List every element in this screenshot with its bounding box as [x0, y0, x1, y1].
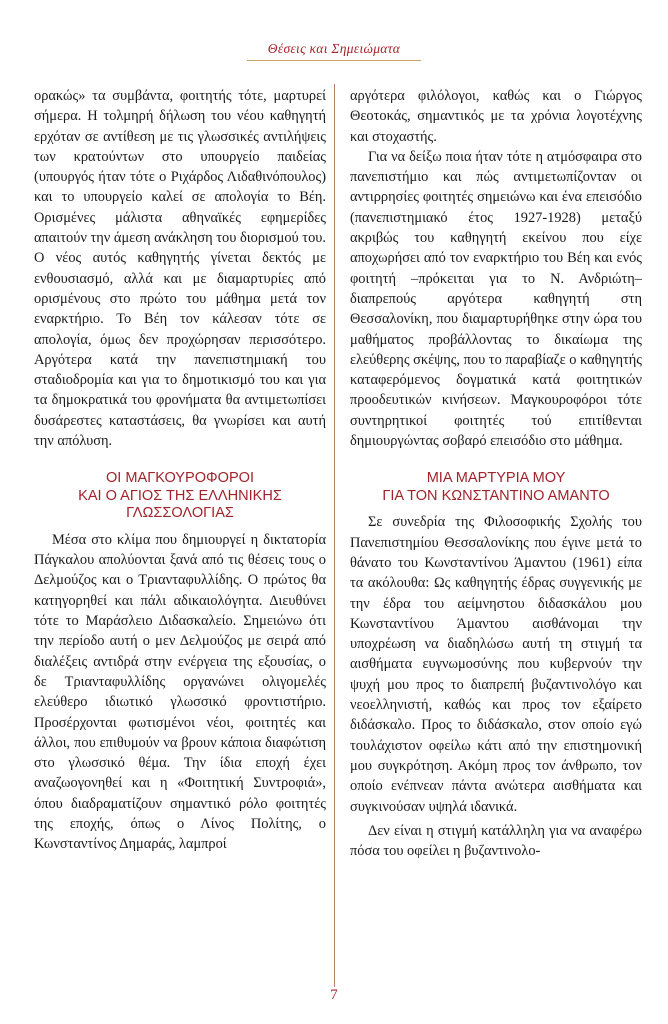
right-heading-line-1: ΜΙΑ ΜΑΡΤΥΡΙΑ ΜΟΥ	[426, 469, 566, 487]
left-section-heading	[38, 469, 321, 522]
left-heading-line-1: ΟΙ ΜΑΓΚΟΥΡΟΦΟΡΟΙ	[105, 469, 255, 487]
right-section-heading	[354, 469, 637, 504]
right-heading-line-2: ΓΙΑ ΤΟΝ ΚΩΝΣΤΑΝΤΙΝΟ ΑΜΑΝΤΟ	[382, 486, 610, 504]
column-divider	[334, 84, 335, 987]
right-paragraph-4: Δεν είναι η στιγμή κατάλληλη για να αναφέρω πόσα του οφείλει η βυζαντινολο-	[350, 822, 642, 860]
left-paragraph-2: Μέσα στο κλίμα που δημιουργεί η δικτατορία Πάγκαλου απολύονται ξανά από τις θέσεις τους ο Δελμούζος και ο Τριανταφυλλίδης. Ο πρώτος θα κατηγορηθεί και πάλι αδικαιολόγητα. Διευθύνει τότε το Μαράσλειο Διδασκαλείο. Σημειώνω ότι την περίοδο αυτή ο μεν Δελμούζος με σειρά από διαλέξεις αντιδρά στην ενέργεια της εξουσίας, ο δε Τριανταφυλλίδης οργανώνει ολιγομελές ελεύθερο ιδιωτικό γλωσσικό φροντιστήριο. Προσέρχονται φωτισμένοι νέοι, φοιτητές και άλλοι, που επιθυμούν να βρουν κάποια διαφώτιση στο γλωσσικό θέμα. Την ίδια εποχή έχει αναζωογονηθεί και η «Φοιτητική Συντροφιά», όπου διαδραματίζουν σημαντικό ρόλο φοιτητές της εποχής, όπως ο Λίνος Πολίτης, ο Κωνσταντίνος Δημαράς, λαμπροί	[34, 531, 326, 853]
header-rule	[247, 60, 421, 61]
right-paragraph-3: Σε συνεδρία της Φιλοσοφικής Σχολής του Πανεπιστημίου Θεσσαλονίκης που έγινε μετά το θάνατο του Κωνσταντίνου Άμαντου (1961) είπα τα ακόλουθα: Ως καθηγητής έδρας συγγενικής με την έδρα του αείμνηστου διδασκάλου μου Κωνσταντίνου Άμαντου αισθάνομαι την υποχρέωση να διαδηλώσω αυτή τη στιγμή τα αισθήματα ευγνωμοσύνης που κυβερνούν την ψυχή μου προς το διαπρεπή βυζαντινολόγο και νεοελληνιστή, καθώς και προς τον εξαίρετο διδάσκαλο. Προς το διδάσκαλο, στον οποίο εγώ τουλάχιστον οφείλω κάτι από την επιστημονική μου συγκρότηση. Ακόμη προς τον άνθρωπο, τον οποίο ενέπνεαν πάντα ανώτερα αισθήματα και συγκινούσαν υψηλά ιδανικά.	[350, 514, 642, 815]
right-paragraph-2: Για να δείξω ποια ήταν τότε η ατμόσφαιρα στο πανεπιστήμιο και πώς αντιμετωπίζονταν οι αντιρρησίες φοιτητές σημειώνω και ένα επεισόδιο (πανεπιστημιακό έτος 1927-1928) μεταξύ ακριβώς του καθηγητή εκείνου που είχε αποχωρήσει από τον εναρκτήριο του Βέη και ενός φοιτητή –πρόκειται για το Ν. Ανδριώτη– διαπρεπούς αργότερα καθηγητή στη Θεσσαλονίκη, που διαμαρτυρήθηκε στην ώρα του μαθήματος προβάλλοντας το δικαίωμα της ελεύθερης σκέψης, που το παραβίαζε ο καθηγητής καταφερόμενος δογματικά κατά φοιτητικών προοδευτικών κινήσεων. Μαγκουροφόροι τότε συντηρητικοί φοιτητές τού επιτίθενται δημιουργώντας σοβαρό επεισόδιο στο μάθημα.	[350, 148, 642, 450]
left-heading-line-3: ΓΛΩΣΣΟΛΟΓΙΑΣ	[126, 504, 234, 522]
left-column	[34, 86, 326, 855]
left-heading-line-2: ΚΑΙ Ο ΑΓΙΟΣ ΤΗΣ ΕΛΛΗΝΙΚΗΣ	[78, 486, 282, 504]
running-head: Θέσεις και Σημειώματα	[267, 41, 401, 56]
left-paragraph-1: ορακώς» τα συμβάντα, φοιτητής τότε, μαρτυρεί σήμερα. Η τολμηρή δήλωση του νέου καθηγητή ερχόταν σε αντίθεση με τις γλωσσικές αντιλήψεις των κρατούντων στο υπουργείο παιδείας (υπουργός ήταν τότε ο Ριχάρδος Λιδαθινόπουλος) και το υπουργείο καλεί σε απολογία το Βέη. Ορισμένες μάλιστα αθηναϊκές εφημερίδες απαιτούν την άμεση ανάκληση του διορισμού του. Ο νέος αυτός καθηγητής γίνεται δεκτός με ενθουσιασμό, αλλά και με διαμαρτυρίες από ορισμένους στο πρώτο του μάθημα μετά τον εναρκτήριο. Το Βέη τον κάλεσαν τότε σε απολογία, όμως δεν προχώρησαν περισσότερο. Αργότερα κατά την πανεπιστημιακή του σταδιοδρομία και για το δημοτικισμό του και για τα δημοκρατικά του φρονήματα θα αντιμετωπίσει δυσάρεστες καταστάσεις, θα γνωρίσει και αυτή την απόλυση.	[34, 88, 326, 450]
page-number: 7	[330, 987, 338, 1003]
right-column	[350, 86, 642, 861]
right-paragraph-1: αργότερα φιλόλογοι, καθώς και ο Γιώργος Θεοτοκάς, σημαντικός με τα χρόνια λογοτέχνης και στοχαστής.	[350, 88, 642, 145]
